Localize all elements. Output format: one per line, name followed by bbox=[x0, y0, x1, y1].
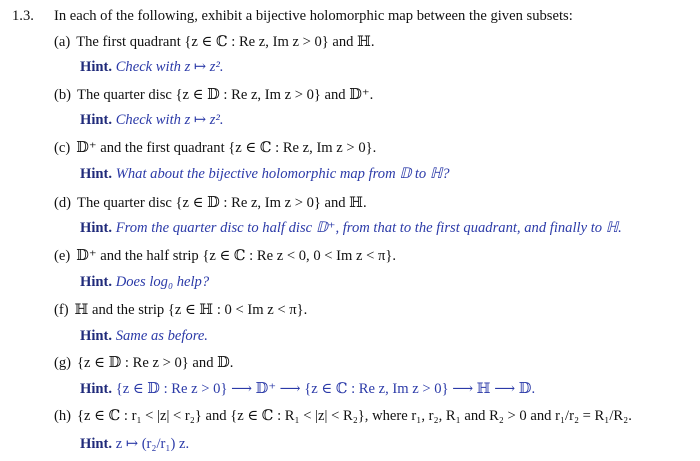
part-a bbox=[54, 32, 375, 52]
hint-label: Hint. bbox=[80, 112, 113, 128]
hint-text: z ↦ (r₂/r₁) z. bbox=[115, 436, 190, 452]
hint-label: Hint. bbox=[80, 381, 113, 397]
part-label: (c) bbox=[54, 140, 71, 156]
hint-label: Hint. bbox=[80, 166, 113, 182]
problem-intro: In each of the following, exhibit a bijective holomorphic map between the given subsets: bbox=[54, 8, 573, 24]
part-text: {z ∈ 𝔻 : Re z > 0} and 𝔻. bbox=[77, 355, 234, 371]
part-text: The quarter disc {z ∈ 𝔻 : Re z, Im z > 0} and ℍ. bbox=[77, 195, 367, 211]
hint-text: Check with z ↦ z². bbox=[115, 112, 224, 128]
hint-label: Hint. bbox=[80, 59, 113, 75]
hint-a bbox=[80, 57, 224, 77]
hint-text: Check with z ↦ z². bbox=[115, 59, 224, 75]
part-f bbox=[54, 300, 307, 320]
part-text: 𝔻⁺ and the first quadrant {z ∈ ℂ : Re z, Im z > 0}. bbox=[76, 140, 377, 156]
hint-label: Hint. bbox=[80, 274, 113, 290]
part-c bbox=[54, 138, 376, 158]
part-label: (g) bbox=[54, 355, 72, 371]
part-text: ℍ and the strip {z ∈ ℍ : 0 < Im z < π}. bbox=[74, 302, 308, 318]
part-text: The quarter disc {z ∈ 𝔻 : Re z, Im z > 0} and 𝔻⁺. bbox=[77, 87, 374, 103]
part-label: (a) bbox=[54, 34, 71, 50]
hint-b bbox=[80, 110, 224, 130]
part-text: 𝔻⁺ and the half strip {z ∈ ℂ : Re z < 0, 0 < Im z < π}. bbox=[76, 248, 397, 264]
hint-text: What about the bijective holomorphic map from 𝔻 to ℍ? bbox=[115, 166, 450, 182]
part-label: (e) bbox=[54, 248, 71, 264]
part-b bbox=[54, 85, 373, 105]
part-label: (h) bbox=[54, 408, 72, 424]
part-text: The first quadrant {z ∈ ℂ : Re z, Im z > 0} and ℍ. bbox=[76, 34, 375, 50]
part-d bbox=[54, 193, 367, 213]
hint-label: Hint. bbox=[80, 220, 113, 236]
hint-label: Hint. bbox=[80, 328, 113, 344]
hint-d bbox=[80, 218, 622, 238]
part-label: (d) bbox=[54, 195, 72, 211]
hint-text: From the quarter disc to half disc 𝔻⁺, from that to the first quadrant, and finally to ℍ. bbox=[115, 220, 622, 236]
part-text: {z ∈ ℂ : r₁ < |z| < r₂} and {z ∈ ℂ : R₁ < |z| < R₂}, where r₁, r₂, R₁ and R₂ > 0 and r₁/r₂ = R₁/R₂. bbox=[77, 408, 632, 424]
hint-text: Same as before. bbox=[115, 328, 208, 344]
part-label: (b) bbox=[54, 87, 72, 103]
hint-text: Does log₀ help? bbox=[115, 274, 210, 290]
part-label: (f) bbox=[54, 302, 69, 318]
hint-label: Hint. bbox=[80, 436, 113, 452]
hint-e bbox=[80, 272, 209, 292]
hint-text: {z ∈ 𝔻 : Re z > 0} ⟶ 𝔻⁺ ⟶ {z ∈ ℂ : Re z, Im z > 0} ⟶ ℍ ⟶ 𝔻. bbox=[115, 381, 536, 397]
part-h bbox=[54, 406, 632, 426]
hint-g bbox=[80, 379, 535, 399]
hint-f bbox=[80, 326, 208, 346]
hint-c bbox=[80, 164, 450, 184]
problem-number: 1.3. bbox=[12, 8, 34, 24]
part-g bbox=[54, 353, 233, 373]
part-e bbox=[54, 246, 396, 266]
hint-h bbox=[80, 434, 189, 454]
